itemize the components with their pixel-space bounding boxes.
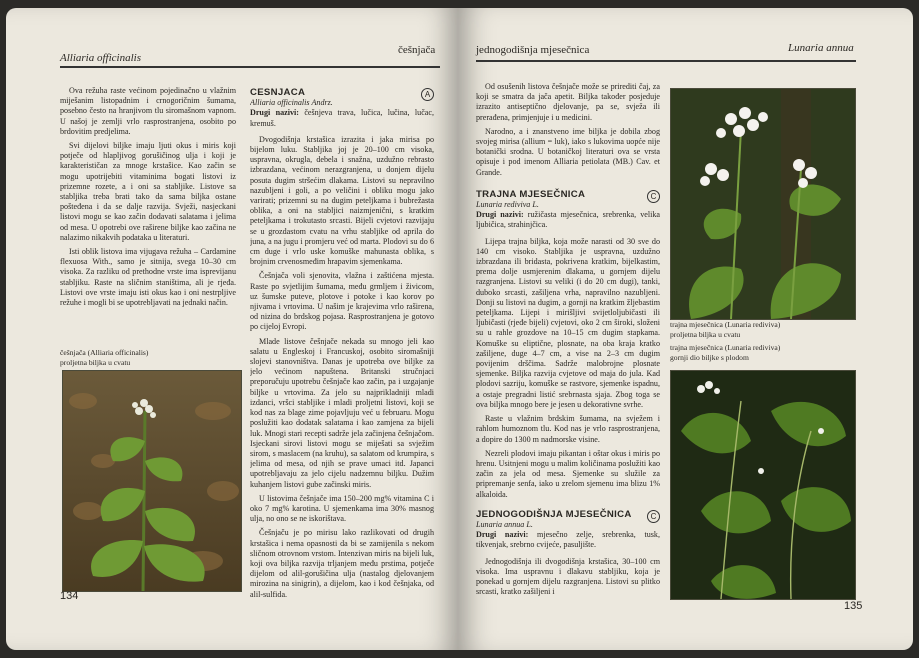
caption-line: trajna mjesečnica (Lunaria rediviva) [670,343,781,352]
left-column-1 [60,86,236,348]
right-page [458,8,913,650]
running-head-left-right: češnjača [398,44,436,56]
caption-line: trajna mjesečnica (Lunaria rediviva) [670,320,781,329]
paragraph: Raste u vlažnim brdskim šumama, na svježem i rahlom humoznom tlu. Kod nas je vrlo rasprostranjena, a dopire do 1300 m nadmorske visine. [476,414,660,444]
category-badge: C [647,510,660,523]
paragraph: Mlade listove češnjače nekada su mnogo jeli kao salatu u Engleskoj i Francuskoj, osobito siromašniji slojevi stanovništva. Danas je upotreba ove biljke za jelo većinom napuštena. Britanski stručnjaci preporučuju upotrebu češnjače kao začin, pa i uzgajanje biljke u vrtovima. Za jelo su najprikladniji mladi izdanci, vršci stabljike i mladi proljetni listovi, koji se kod nas za blage zime pojavljuju već u februaru. Mogu poslužiti kao dodatak salatama i kao zamjena za bijeli luk. Mnogi stari recepti sadrže jela začinjena češnjačom. Isjeckani sirovi listovi mogu se miješati sa svježim sirom, s maslacem (na kruhu), sa salatom od krumpira, s jelima od mesa, od njih se prave umaci itd. Japanci upotrebljavaju za jelo cijelu nadzemnu biljku. Dužim kuhanjem listovi gube začinski miris. [250,336,434,489]
latin-name: Lunaria rediviva L. [476,200,539,210]
plant-illustration [671,89,855,319]
paragraph: Isti oblik listova ima vijugava režuha – Cardamine flexuosa With., samo je sitnija, svega 10–30 cm visoka. Za razliku od prethodne vrste ima isprevijanu stabljiku. Raste na sličnim staništima, ali je rjeđa. Listovi ove vrste imaju isti okus kao i oni nestrpljive režuhe i mogli bi se upotrebljavati na jednaki način. [60,247,236,308]
left-column-2 [250,88,434,600]
paragraph: Narodno, a i znanstveno ime biljka je dobila zbog svojeg mirisa (allium = luk), iako s lukovima uopće nije botanički srodna. U botaničkoj literaturi ova se vrsta opisuje i pod imenom Alliaria petiolata (MB.) Cav. et Grande. [476,126,660,177]
paragraph: Češnjaču je po mirisu lako razlikovati od drugih krstašica i nema opasnosti da bi se zamijenila s nekom sličnom otrovnom vrstom. Intenzivan miris na bijeli luk, koji ova biljka razvija trljanjem među prstima, potječe dijelom od alil-gorušičina ulja (nastalog djelovanjem mirozina na sinigrin), a dijelom, kao i kod češnjaka, od alil-sulfida. [250,528,434,599]
paragraph: Češnjača voli sjenovita, vlažna i zaštićena mjesta. Raste po svjetlijim šumama, među grmljem i živicom, uz šumske puteve, plotove i potoke i kao korov po njivama i vrtovima. U našim je krajevima vrlo raširena, od nizina do brdskog pojasa. Rasprostranjena je gotovo po cijeloj Evropi. [250,271,434,332]
paragraph: Svi dijelovi biljke imaju ljuti okus i miris koji potječe od hlapljivog gorušičinog ulja i koji je karakterističan za mnoge krstašice. Kao začin se mogu upotrijebiti vitaminima bogati listovi iz prizemne rozete, a i oni sa stabljike. Listove sa stabljika treba brati tako da sama biljka ostane pošteđena i da se dalje razvija. Svježi, nasjeckani listovi mogu se kao začin dodavati salatama i jelima od mesa. U opotrebi ove raširene biljke kao začina ne nalazimo nikakvih podataka u literaturi. [60,141,236,242]
paragraph: Ova režuha raste većinom pojedinačno u vlažnim miješanim listopadnim i crnogoričnim šumama, posebno često na hranjivom tlu siromašnom vapnom. U našoj je zemlji vrlo rasprostranjena, osobito po brdovitim predjelima. [60,86,236,136]
running-head-left: Alliaria officinalis [60,52,141,64]
header-rule [60,66,440,68]
paragraph: Jednogodišnja ili dvogodišnja krstašica, 30–100 cm visoka. Ima uspravnu i dlakavu stabljiku, koja je ponekad u gornjem dijelu razgranjena. Listovi su plitko srcasti, kratko zašiljeni i [476,556,660,597]
synonyms-text: mjesečno zelje, srebrenka, tusk, tikvenjak, srebrno cvijeće, pasuljište. [476,530,660,550]
entry-title: TRAJNA MJESEČNICA [476,188,586,200]
page-number-right: 135 [844,600,863,612]
photo-caption [670,320,860,362]
caption-line: gornji dio biljke s plodom [670,352,749,362]
paragraph: Nezreli plodovi imaju pikantan i oštar okus i miris po hrenu. Usitnjeni mogu u malim količinama poslužiti kao začin za jela od mesa. Sjemenke su služile za pripremanje senfa, iako u zrelom sjemenu ima blizu 1% alkaloida. [476,448,660,499]
entry-title: ČEŠNJAČA [250,88,306,98]
page-number-left: 134 [60,590,79,602]
plant-illustration [63,371,241,591]
paragraph: Lijepa trajna biljka, koja može narasti od 30 sve do 140 cm visoko. Stabljika je uspravna, uzdužno izbrazdana ili bridasta, pokrivena kratkim, bijelkastim, prema dolje usmjerenim dlakama, u gornjem dijelu razgranjena. Listovi su veliki (i do 20 cm dugi), tanki, duboko srcasti, zašiljena vrha, napravilno nazubljeni. Donji su listovi na dugim, a gornji na kratkim žljebastim peteljkama. Lijepi i mirišljivi svijetloljubičasti ili ljubičasti (rjeđe bijeli) cvjetovi, oko 2 cm široki, složeni su u rahle grozdove na 10–15 cm dugim stapkama. Komuške su eliptične, plosnate, na oba kraja kratko zašiljene, duge 4–7 cm, a vise na 2–3 cm dugim povijenim drščima. Sadrže malobrojne plosnate sjemenke. Biljka razvija cvjetove od maja do jula. Kad plodovi sazriju, komuške se rastvore, sjemenke ispadnu, a ostaje pregradni listić srebrnasta sjaja. Zbog toga se ova biljka mnogo bere je jesen u dekorativne svrhe. [476,236,660,409]
paragraph: Od osušenih listova češnjače može se prirediti čaj, za koji se smatra da jača apetit. Biljka također posjeduje izrazito antiseptično djelovanje, pa se, svježa ili prerađena, primjenjuje i u medicini. [476,82,660,122]
running-head-right-left: jednogodišnja mjesečnica [476,44,590,56]
running-head-right: Lunaria annua [788,42,854,54]
synonyms-label: Drugi nazivi: [476,530,529,540]
lunaria-flower-photo [670,88,856,320]
alliaria-photo [62,370,242,592]
entry-heading [250,88,434,129]
entry-heading [476,510,660,551]
synonyms-label: Drugi nazivi: [250,108,299,118]
paragraph: U listovima češnjače ima 150–200 mg% vitamina C i oko 7 mg% karotina. U sjemenkama ima 30% masnog ulja, no ono se ne iskorištava. [250,493,434,524]
caption-line: češnjača (Alliaria officinalis) [60,348,149,357]
left-page [6,8,458,650]
caption-line: proljetna biljka u cvatu [60,357,131,367]
lunaria-seed-photo [670,370,856,600]
synonyms-label: Drugi nazivi: [476,210,524,220]
entry-title: JEDNOGODIŠNJA MJESEČNICA [476,508,632,520]
synonyms-text: češnjeva trava, lučica, lučina, lučac, kremuš. [250,108,434,128]
latin-name: Alliaria officinalis Andrz. [250,98,333,108]
plant-illustration [671,371,855,599]
photo-caption [60,348,240,367]
category-badge: A [421,88,434,101]
paragraph: Dvogodišnja krstašica izrazita i jaka mirisa po bijelom luku. Stabljika joj je 20–100 cm visoka, uspravna, okrugla, debela i snažna, uzdužno rebrasto izbrazdana, većinom nerazgranjena, u donjem dijelu posuta dugim stršećim dlakama. Listovi su nepravilno nazubljeni i goli, a po veličini i obliku mogu jako varirati; prizemni su na dugim peteljkama i bubrežasta oblika, a oni na stabljici naizmjenični, s kratkim peteljkama i trokutasto srcasti. Bijeli cvjetovi razvijaju se u grozdastom cvatu na vrhu stabljike od aprila do juna, a na jugu i promjeru već od marta. Plodovi su do 6 cm duge i vrlo uske komuške mahunasta oblika, s brojnim crvenosmeđim hrapavim sjemenkama. [250,134,434,267]
right-column-1 [476,82,660,604]
caption-line: proljetna biljka u cvatu [670,329,741,339]
entry-heading [476,190,660,231]
latin-name: Lunaria annua L. [476,519,533,529]
category-badge: C [647,190,660,203]
header-rule [476,60,856,62]
synonyms-text: ružičasta mjesečnica, srebrenka, velika ljubičica, strahinjčica. [476,210,660,230]
